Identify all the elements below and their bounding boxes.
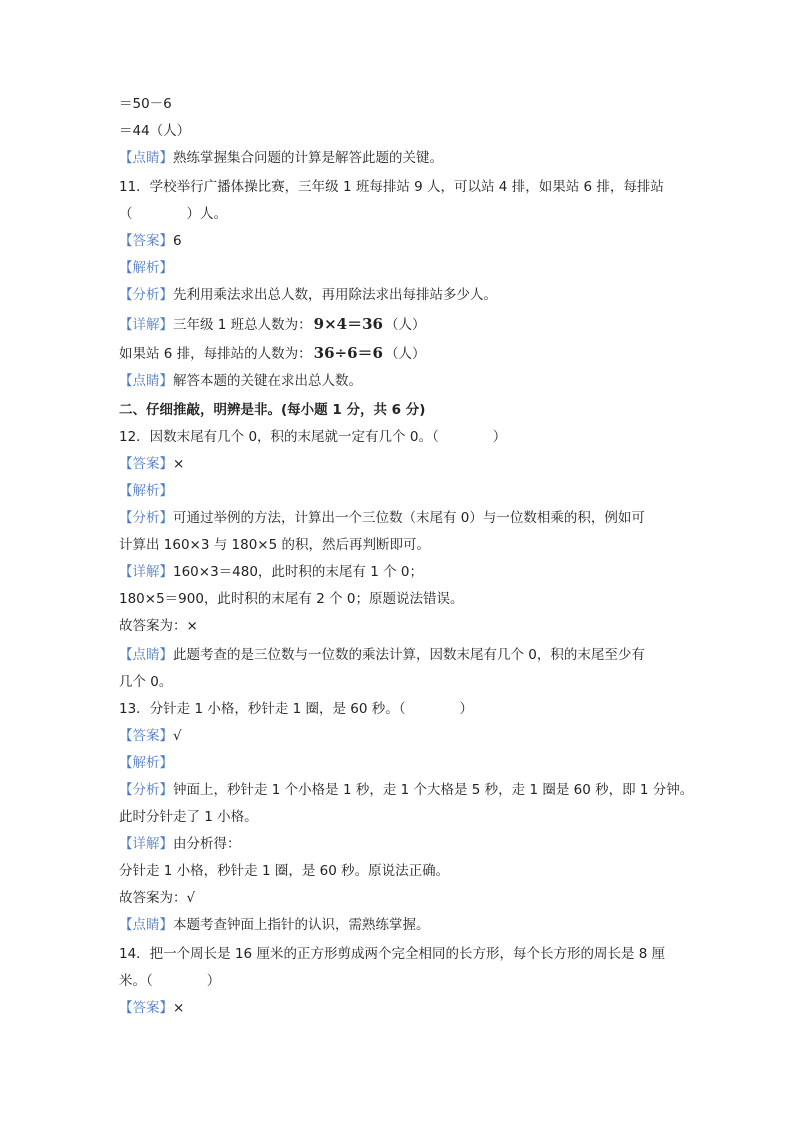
fenxi-label: 【分析】 — [119, 510, 173, 526]
fenxi-text: 可通过举例的方法，计算出一个三位数（末尾有 0）与一位数相乘的积，例如可 — [173, 510, 645, 526]
answer-label: 【答案】 — [119, 728, 173, 744]
tip-text: 此题考查的是三位数与一位数的乘法计算，因数末尾有几个 0，积的末尾至少有 — [173, 647, 645, 663]
fenxi-text: 先利用乘法求出总人数，再用除法求出每排站多少人。 — [173, 287, 497, 303]
section-heading: 二、仔细推敲，明辨是非。(每小题 1 分，共 6 分) — [119, 402, 426, 418]
detail-cont: 180×5＝900，此时积的末尾有 2 个 0；原题说法错误。 — [119, 591, 464, 607]
detail-label: 【详解】 — [119, 836, 173, 852]
analysis-line — [119, 481, 173, 501]
fenxi-cont: 此时分针走了 1 小格。 — [119, 809, 258, 825]
question-12: 12．因数末尾有几个 0，积的末尾就一定有几个 0。（ ） — [119, 429, 507, 445]
tip-text: 本题考查钟面上指针的认识，需熟练掌握。 — [173, 917, 430, 933]
detail-text: 160×3＝480，此时积的末尾有 1 个 0； — [173, 564, 423, 580]
unit: （人） — [385, 346, 426, 362]
detail-line — [119, 834, 241, 854]
fenxi-line — [119, 285, 497, 305]
detail-label: 【详解】 — [119, 317, 173, 333]
fenxi-label: 【分析】 — [119, 782, 173, 798]
answer-value: × — [173, 1000, 185, 1016]
tip-cont: 几个 0。 — [119, 674, 173, 690]
detail-cont: 分针走 1 小格，秒针走 1 圈，是 60 秒。原说法正确。 — [119, 863, 450, 879]
answer-line — [119, 998, 184, 1018]
tip-label: 【点睛】 — [119, 917, 173, 933]
tip-line — [119, 915, 430, 935]
question-13: 13．分针走 1 小格，秒针走 1 圈，是 60 秒。（ ） — [119, 701, 474, 717]
tip-text: 解答本题的关键在求出总人数。 — [173, 373, 362, 389]
detail-line — [119, 562, 423, 582]
fenxi-label: 【分析】 — [119, 287, 173, 303]
answer-label: 【答案】 — [119, 456, 173, 472]
tip-line — [119, 645, 645, 665]
calc-line: ＝44（人） — [119, 123, 191, 139]
analysis-label: 【解析】 — [119, 260, 173, 276]
answer-value: 6 — [173, 233, 182, 249]
fenxi-line — [119, 780, 693, 800]
answer-value: × — [173, 456, 185, 472]
conclusion-line: 故答案为：√ — [119, 890, 196, 906]
answer-line — [119, 726, 182, 746]
tip-text: 熟练掌握集合问题的计算是解答此题的关键。 — [173, 150, 443, 166]
tip-label: 【点睛】 — [119, 150, 173, 166]
answer-label: 【答案】 — [119, 1000, 173, 1016]
detail-text: 如果站 6 排，每排站的人数为： — [119, 346, 312, 362]
tip-line — [119, 148, 443, 168]
question-14-cont: 米。（ ） — [119, 973, 221, 989]
fenxi-line — [119, 508, 645, 528]
formula: 9×4＝36 — [313, 315, 383, 333]
analysis-line — [119, 753, 173, 773]
tip-line — [119, 371, 362, 391]
answer-value: √ — [173, 728, 182, 744]
analysis-label: 【解析】 — [119, 483, 173, 499]
question-11-cont: （ ）人。 — [119, 206, 227, 222]
answer-label: 【答案】 — [119, 233, 173, 249]
unit: （人） — [385, 317, 426, 333]
detail-text: 三年级 1 班总人数为： — [173, 317, 312, 333]
detail-label: 【详解】 — [119, 564, 173, 580]
calc-line: ＝50－6 — [119, 96, 172, 112]
analysis-line — [119, 258, 173, 278]
question-11: 11．学校举行广播体操比赛，三年级 1 班每排站 9 人，可以站 4 排，如果站 6 排，每排站 — [119, 179, 664, 195]
answer-line — [119, 231, 182, 251]
detail-line — [119, 343, 426, 364]
detail-text: 由分析得： — [173, 836, 241, 852]
fenxi-cont: 计算出 160×3 与 180×5 的积，然后再判断即可。 — [119, 537, 431, 553]
question-14: 14．把一个周长是 16 厘米的正方形剪成两个完全相同的长方形，每个长方形的周长是 8 厘 — [119, 946, 666, 962]
detail-line — [119, 314, 426, 335]
answer-line — [119, 454, 184, 474]
fenxi-text: 钟面上，秒针走 1 个小格是 1 秒，走 1 个大格是 5 秒，走 1 圈是 60 秒，即 1 分钟。 — [173, 782, 694, 798]
formula: 36÷6＝6 — [313, 344, 383, 362]
analysis-label: 【解析】 — [119, 755, 173, 771]
conclusion-line: 故答案为：× — [119, 618, 198, 634]
tip-label: 【点睛】 — [119, 373, 173, 389]
tip-label: 【点睛】 — [119, 647, 173, 663]
